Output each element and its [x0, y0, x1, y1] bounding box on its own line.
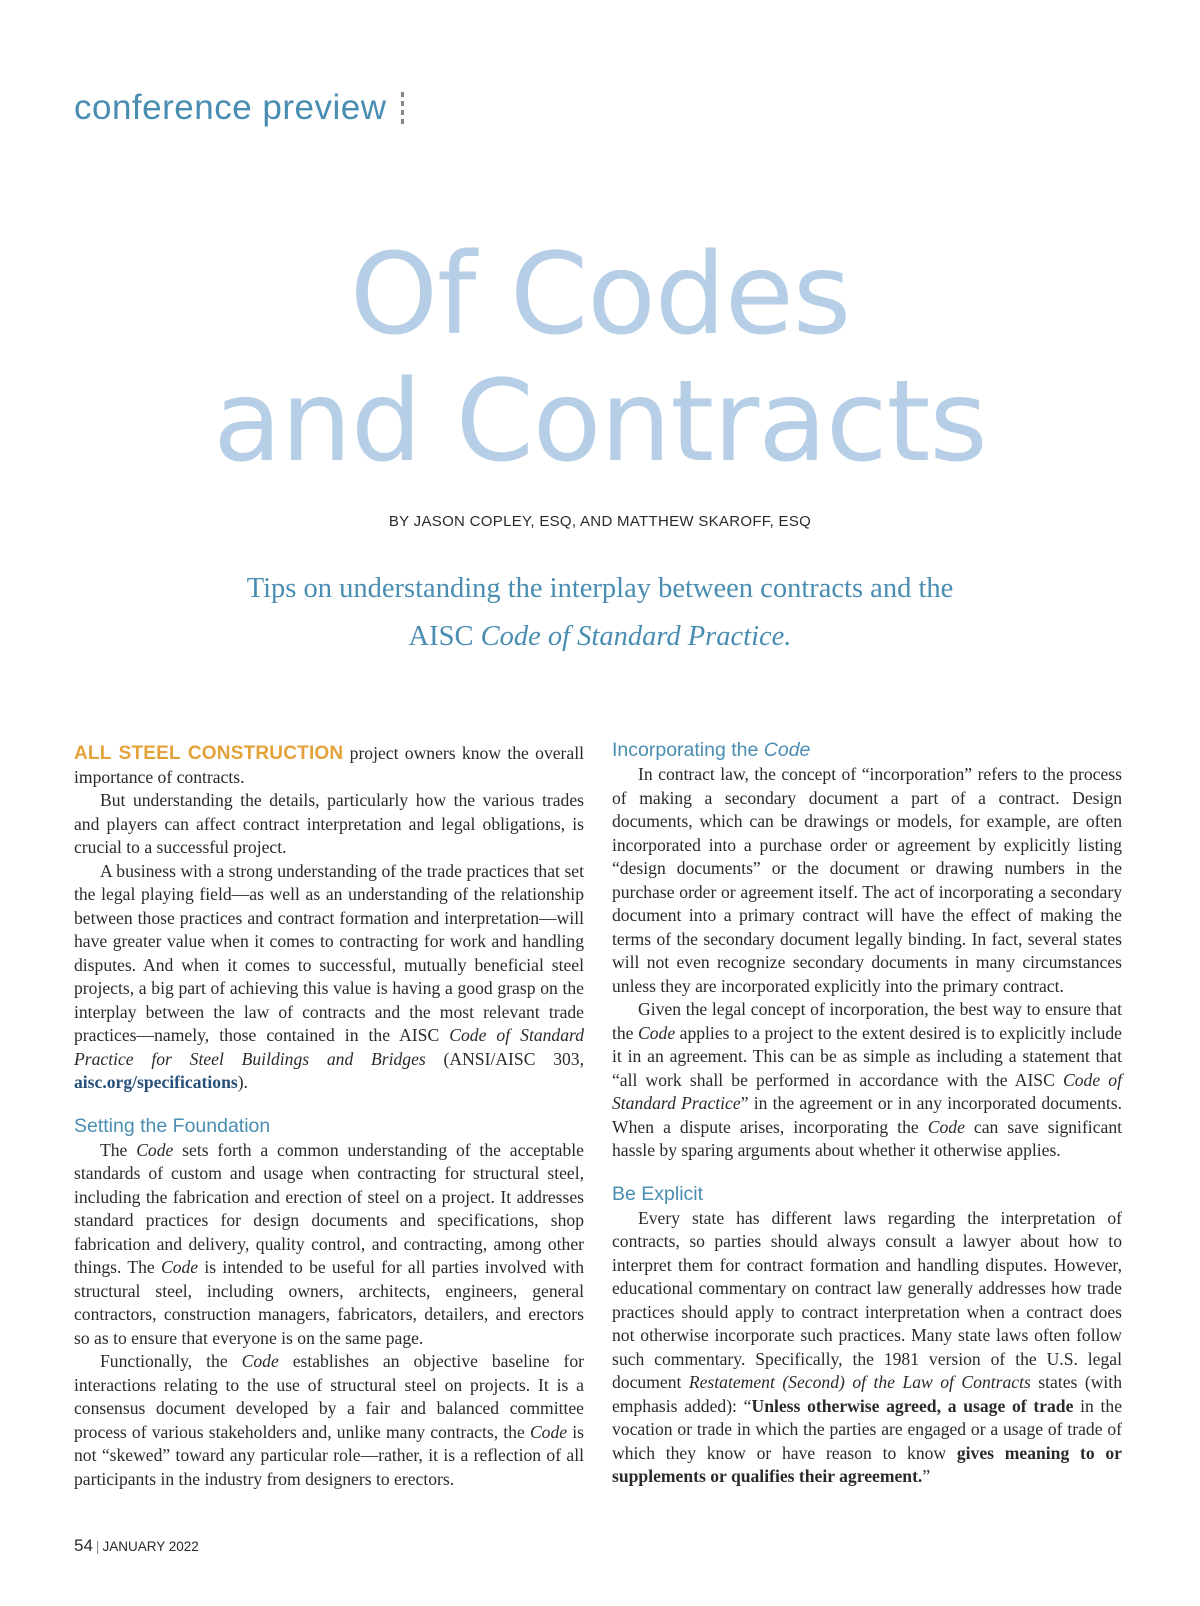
byline: BY JASON COPLEY, ESQ, AND MATTHEW SKAROFF, ESQ: [388, 513, 812, 530]
heading-text: Incorporating the: [612, 739, 764, 761]
italic-term: Code: [927, 1116, 965, 1137]
right-column: [612, 739, 1122, 1489]
paragraph: In contract law, the concept of “incorporation” refers to the process of making a secondary document a part of a contract. Design documents, which can be drawings or models, for example, are often incorporated into a purchase order or agreement by explicitly listing “design documents” or the document or drawing numbers in the purchase order or agreement itself. The act of incorporating a secondary document into a primary contract will have the effect of making the terms of the secondary document legally binding. In fact, several states will not even recognize secondary documents in many circumstances unless they are incorporated explicitly into the primary contract.: [612, 764, 1122, 996]
deck-italic-title: Code of Standard Practice.: [480, 621, 792, 652]
deck-prefix: AISC: [408, 621, 481, 652]
section-tag-label: conference preview: [74, 88, 387, 127]
footer-separator: |: [95, 1539, 100, 1554]
paragraph-text: Given the legal concept of incorporation, the best way to ensure that the: [612, 999, 1122, 1043]
paragraph-text: is not “skewed” toward any particular role—rather, it is a reflection of all participants in the industry from designers to erectors.: [74, 1421, 584, 1489]
paragraph-text: in the vocation or trade in which the parties are engaged or a usage of trade of which they know or have reason to know: [612, 1395, 1122, 1463]
paragraph-text: applies to a project to the extent desired is to explicitly include it in an agreement. This can be as simple as including a statement that “all work shall be performed in accordance with the AISC: [612, 1022, 1122, 1090]
section-heading: Be Explicit: [612, 1182, 704, 1205]
paragraph: [74, 1139, 584, 1351]
paragraph-text: can save significant hassle by sparing arguments about whether it otherwise applies.: [612, 1116, 1122, 1160]
paragraph-text: is intended to be useful for all parties involved with structural steel, including owners, architects, engineers, general contractors, construction managers, fabricators, detailers, and erectors so as to ensure that everyone is on the same page.: [74, 1257, 585, 1348]
paragraph-text: A business with a strong understanding of the trade practices that set the legal playing field—as well as an understanding of the relationship between those practices and contract formation and interpretation—will have greater value when it comes to contracting for work and handling disputes. And when it comes to successful, mutually beneficial steel projects, a big part of achieving this value is having a good grasp on the interplay between the law of contracts and the most relevant trade practices—namely, those contained in the AISC: [74, 860, 584, 1045]
publication-title: Code of Standard Practice for Steel Buildings and Bridges: [74, 1025, 585, 1069]
paragraph-text: sets forth a common understanding of the acceptable standards of custom and usage when contracting for structural steel, including the fabrication and erection of steel on a project. It addresses standard practices for design documents and specifications, shop fabrication and delivery, quality control, and contracting, among other things. The: [74, 1139, 584, 1277]
emphasis-text: Unless otherwise agreed, a usage of trade: [751, 1395, 1074, 1416]
article-title-line-1: Of Codes: [349, 230, 851, 360]
paragraph-text: project owners know the overall importance of contracts.: [74, 743, 585, 787]
deck-line-2: [0, 621, 1200, 653]
paragraph: [612, 998, 1122, 1163]
paragraph-text: (ANSI/AISC 303,: [425, 1048, 584, 1069]
paragraph-text: ).: [237, 1072, 248, 1092]
specifications-link[interactable]: aisc.org/specifications: [74, 1072, 238, 1092]
left-column: [74, 742, 584, 1491]
deck-line-1: Tips on understanding the interplay between contracts and the: [246, 573, 954, 604]
paragraph: [74, 1350, 584, 1491]
publication-title: Code of Standard Practice: [612, 1069, 1122, 1113]
italic-term: Code: [529, 1421, 568, 1442]
emphasis-text: gives meaning to or supplements or qualifies their agreement.: [612, 1442, 1122, 1486]
paragraph: But understanding the details, particularly how the various trades and players can affect contract interpretation and legal obligations, is crucial to a successful project.: [74, 790, 584, 857]
paragraph: [74, 742, 584, 789]
italic-term: Code: [241, 1351, 279, 1371]
lead-in: ALL STEEL CONSTRUCTION: [74, 743, 344, 764]
paragraph-text: Every state has different laws regarding the interpretation of contracts, so parties should always consult a lawyer about how to interpret them for contract formation and handling disputes. However, educational commentary on contract law generally addresses how trade practices should apply to contract interpretation when a contract does not otherwise incorporate such practices. Many state laws often follow such commentary. Specifically, the 1981 version of the U.S. legal document: [612, 1207, 1122, 1392]
paragraph: [74, 860, 584, 1095]
publication-title: Restatement (Second) of the Law of Contracts: [688, 1372, 1031, 1392]
paragraph-text: states (with emphasis added): “: [612, 1372, 1122, 1416]
section-heading: [612, 737, 1122, 763]
italic-term: Code: [136, 1139, 174, 1160]
paragraph-text: Functionally, the: [100, 1351, 242, 1371]
italic-term: Code: [638, 1022, 676, 1043]
section-tag: [74, 88, 404, 128]
heading-italic: Code: [763, 739, 811, 761]
article-title-line-2: and Contracts: [213, 357, 987, 487]
page-number: 54: [74, 1536, 93, 1555]
page-footer: [74, 1536, 199, 1556]
paragraph: [612, 1207, 1122, 1489]
paragraph-text: The: [100, 1139, 137, 1160]
paragraph-text: ”: [922, 1466, 931, 1486]
paragraph-text: ” in the agreement or in any incorporated documents. When a dispute arises, incorporating the: [612, 1093, 1122, 1137]
paragraph-text: establishes an objective baseline for interactions relating to the use of structural steel on projects. It is a consensus document developed by a fair and balanced committee process of various stakeholders and, unlike many contracts, the: [74, 1351, 584, 1442]
section-heading: Setting the Foundation: [74, 1114, 271, 1137]
italic-term: Code: [160, 1257, 199, 1277]
vertical-dots-icon: [401, 92, 404, 124]
issue-date: JANUARY 2022: [102, 1539, 199, 1554]
